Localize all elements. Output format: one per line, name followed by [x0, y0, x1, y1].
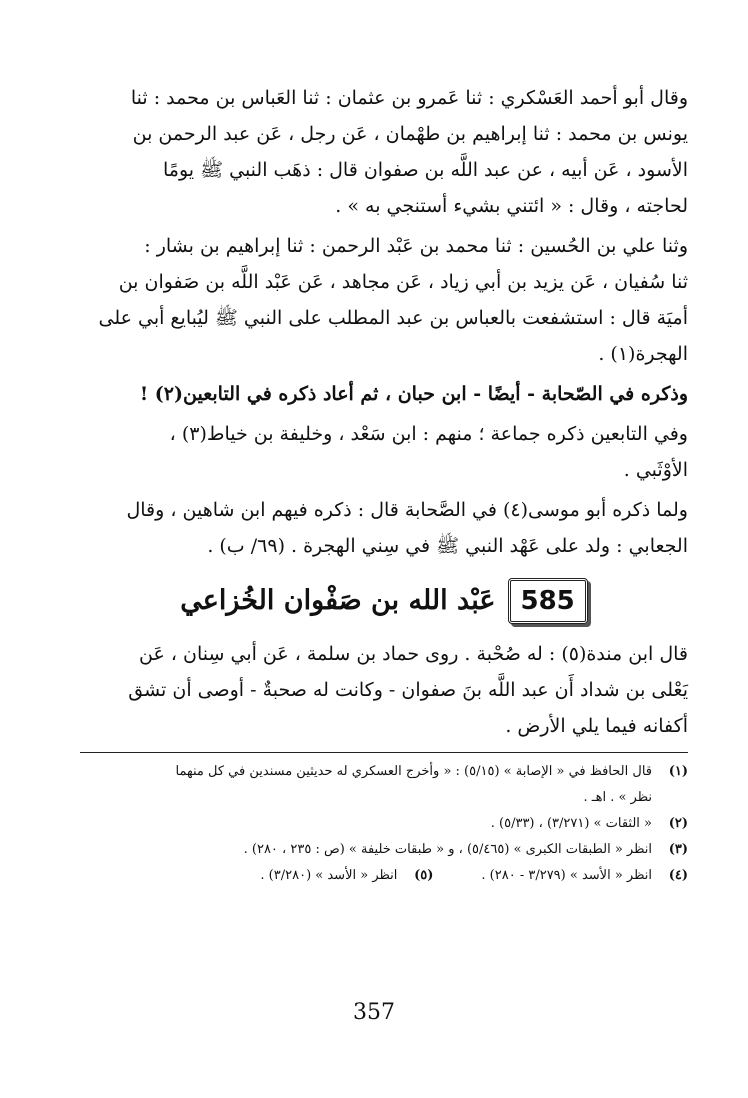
text-line: وثنا علي بن الحُسين : ثنا محمد بن عَبْد الرحمن : ثنا إبراهيم بن بشار :	[144, 235, 688, 257]
paragraph-4	[80, 416, 688, 488]
text-line: أكفانه فيما يلي الأرض .	[505, 715, 688, 737]
footnote	[80, 759, 688, 785]
text-line: وقال أبو أحمد العَسْكري : ثنا عَمرو بن عثمان : ثنا العَباس بن محمد : ثنا	[130, 87, 688, 109]
footnote-number: (٤)	[668, 868, 688, 883]
text-line: يَعْلى بن شداد أَن عبد اللَّه بنَ صفوان - وكانت له صحبةٌ - أوصى أن تشق	[128, 679, 688, 701]
footnote-text: قال الحافظ في « الإصابة » (٥/١٥) : « وأخرج العسكري له حديثين مسندين في كل منهما	[175, 764, 652, 779]
text-line: الأوْثَبي .	[623, 459, 688, 481]
paragraph-1	[80, 80, 688, 224]
text-line: الهجرة(١) .	[598, 343, 688, 365]
paragraph-2	[80, 228, 688, 372]
footnote	[260, 863, 433, 889]
text-line: وذكره في الصّحابة - أيضًا - ابن حبان ، ثم أعاد ذكره في التابعين(٢) !	[139, 383, 688, 405]
text-line: ولما ذكره أبو موسى(٤) في الصَّحابة قال : ذكره فيهم ابن شاهين ، وقال	[126, 499, 688, 521]
footnote-number: (١)	[668, 764, 688, 779]
text-line: ثنا سُفيان ، عَن يزيد بن أبي زياد ، عَن مجاهد ، عَن عَبْد اللَّه بن صَفوان بن	[118, 271, 688, 293]
footnote-number	[662, 785, 688, 811]
text-line: قال ابن مندة(٥) : له صُحْبة . روى حماد بن سلمة ، عَن أبي سِنان ، عَن	[139, 643, 688, 665]
footnote-text: انظر « الطبقات الكبرى » (٥/٤٦٥) ، و « طبقات خليفة » (ص : ٢٣٥ ، ٢٨٠) .	[243, 842, 652, 857]
paragraph-5	[80, 492, 688, 564]
text-line: أميَة قال : استشفعت بالعباس بن عبد المطلب على النبي ﷺ ليُبايع أبي على	[98, 307, 688, 329]
footnote-number: (٥)	[414, 868, 434, 883]
footnote-pair	[80, 863, 688, 889]
footnote-text: انظر « الأسد » (٣/٢٧٩ - ٢٨٠) .	[481, 868, 652, 883]
text-line: الجعابي : ولد على عَهْد النبي ﷺ في سِني الهجرة . (٦٩/ ب) .	[207, 535, 688, 557]
footnote-number: (٢)	[668, 816, 688, 831]
footnote	[80, 837, 688, 863]
footnote-text: انظر « الأسد » (٣/٢٨٠) .	[260, 868, 398, 883]
footnote-number: (٣)	[668, 842, 688, 857]
footnote	[80, 785, 688, 811]
page-number: 357	[353, 1000, 395, 1025]
text-line: لحاجته ، وقال : « ائتني بشيء أستنجي به » .	[335, 195, 688, 217]
footnotes	[80, 759, 688, 889]
paragraph-3	[80, 376, 688, 412]
entry-heading	[80, 578, 688, 624]
page-body	[80, 80, 688, 889]
footnote-text: « الثقات » (٣/٢٧١) ، (٥/٣٣) .	[490, 816, 652, 831]
footnote	[80, 811, 688, 837]
footnote-text: نظر » . اهـ .	[583, 790, 652, 805]
footnote-divider	[80, 752, 688, 753]
entry-number-badge: 585	[508, 578, 588, 624]
footnote	[481, 863, 688, 889]
text-line: يونس بن محمد : ثنا إبراهيم بن طهْمان ، عَن رجل ، عَن عبد الرحمن بن	[132, 123, 688, 145]
entry-paragraph	[80, 636, 688, 744]
text-line: وفي التابعين ذكره جماعة ؛ منهم : ابن سَعْد ، وخليفة بن خياط(٣) ،	[169, 423, 688, 445]
text-line: الأسود ، عَن أبيه ، عن عبد اللَّه بن صفوان قال : ذهَب النبي ﷺ يومًا	[163, 159, 688, 181]
entry-title: عَبْد الله بن صَفْوان الخُزاعي	[180, 585, 496, 616]
